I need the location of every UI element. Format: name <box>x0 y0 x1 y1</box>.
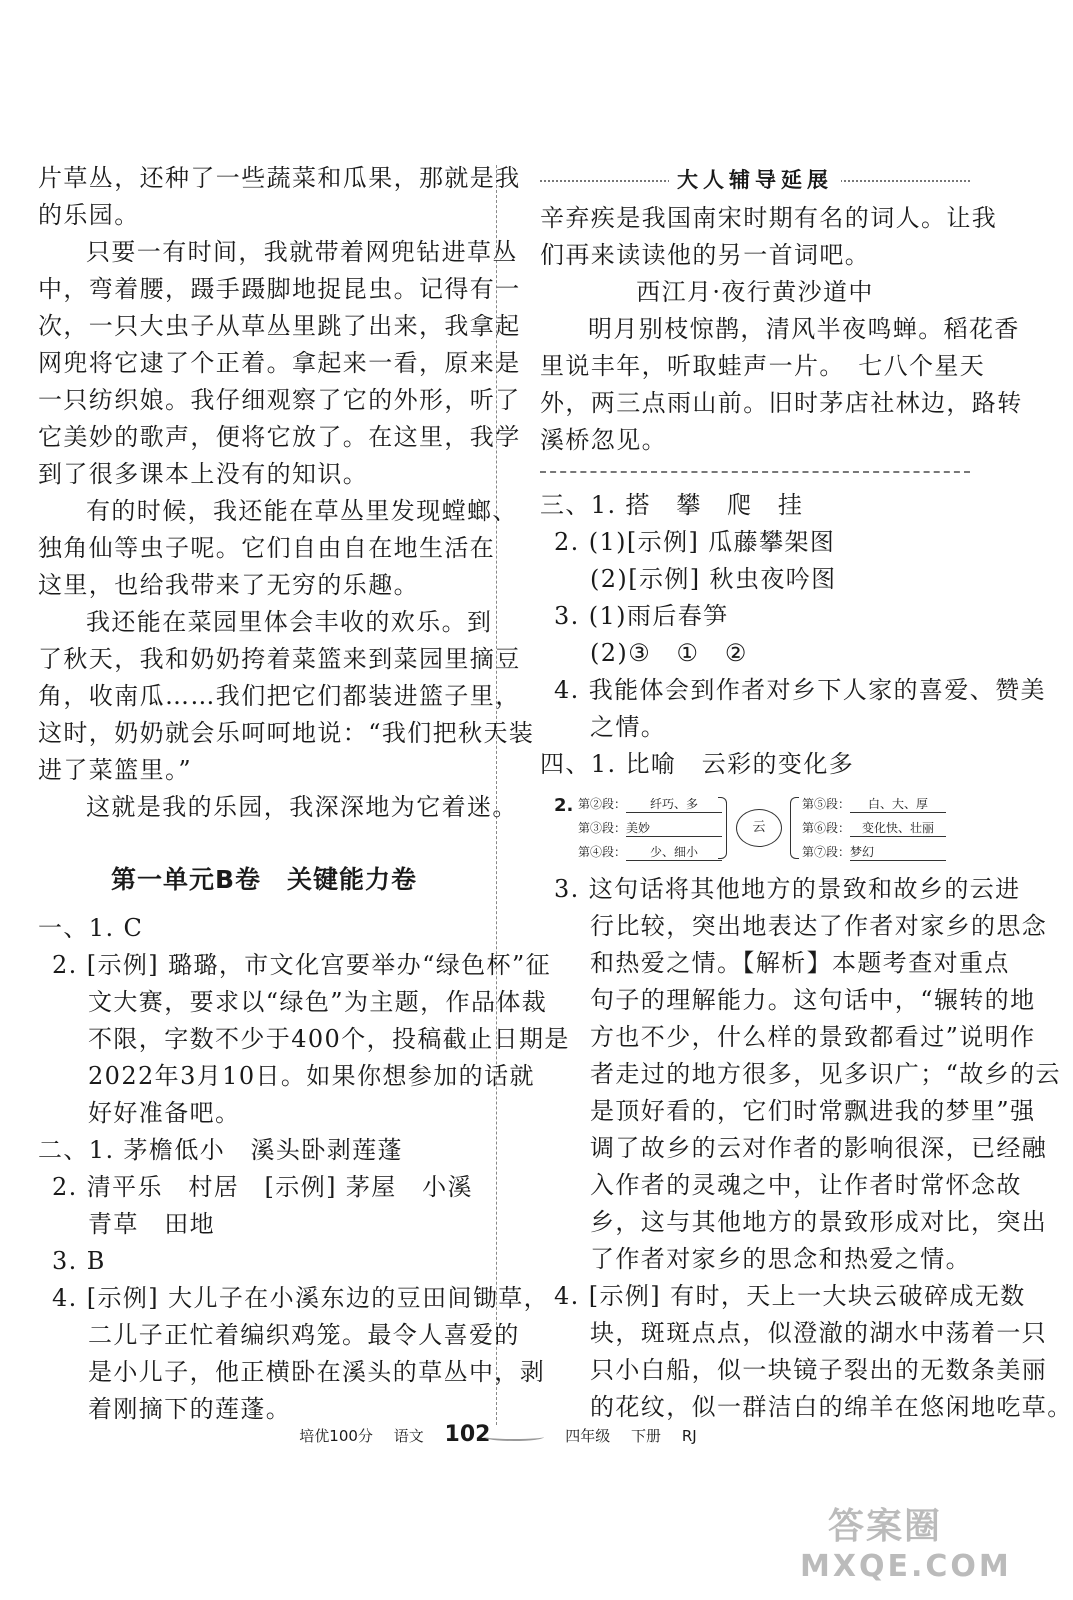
answer-s1-q1: 一、1. C <box>38 914 144 942</box>
left-column <box>38 160 570 1428</box>
answer-s4-q4: 的花纹，似一群洁白的绵羊在悠闲地吃草。 <box>590 1393 1073 1421</box>
essay-line: 的乐园。 <box>38 201 140 229</box>
answer-s1-q2: 2022年3月10日。如果你想参加的话就 <box>88 1062 535 1090</box>
essay-line: 了秋天，我和奶奶挎着菜篮来到菜园里摘豆 <box>38 645 521 673</box>
answer-s3-q2: 2. (1)[示例] 瓜藤攀架图 <box>554 528 836 556</box>
answer-s4-q3: 3. 这句话将其他地方的景致和故乡的云进 <box>554 875 1021 903</box>
answer-s2-q4: 着刚摘下的莲蓬。 <box>88 1395 292 1423</box>
diagram-left-row: 第③段：美妙 <box>578 819 722 837</box>
diagram-center: 云 <box>736 809 782 847</box>
dashed-separator <box>540 471 970 473</box>
answer-s2-q4: 二儿子正忙着编织鸡笼。最令人喜爱的 <box>88 1321 520 1349</box>
footer-edition: RJ <box>681 1427 697 1445</box>
page-footer <box>0 1422 996 1447</box>
answer-s2-q4: 是小儿子，他正横卧在溪头的草丛中，剥 <box>88 1358 546 1386</box>
answer-s1-q2: 不限，字数不少于400个，投稿截止日期是 <box>88 1025 570 1053</box>
poem-line: 明月别枝惊鹊，清风半夜鸣蝉。稻花香 <box>588 315 1020 343</box>
essay-line: 次，一只大虫子从草丛里跳了出来，我拿起 <box>38 312 521 340</box>
poem-title: 西江月·夜行黄沙道中 <box>636 278 874 306</box>
intro-line: 辛弃疾是我国南宋时期有名的词人。让我 <box>540 204 998 232</box>
diagram-number: 2. <box>554 795 574 816</box>
answer-s4-q3: 了作者对家乡的思念和热爱之情。 <box>590 1245 971 1273</box>
answer-s3-q4: 之情。 <box>590 713 667 741</box>
answer-s4-q3: 句子的理解能力。这句话中，“辗转的地 <box>590 986 1036 1014</box>
essay-line: 我还能在菜园里体会丰收的欢乐。到 <box>86 608 493 636</box>
right-brace <box>790 797 799 859</box>
cloud-diagram <box>540 789 970 867</box>
answer-s4-q3: 和热爱之情。【解析】本题考查对重点 <box>590 949 1010 977</box>
answer-s4-q3: 调了故乡的云对作者的影响很深，已经融 <box>590 1134 1048 1162</box>
banner-title: 大人辅导延展 <box>669 160 841 200</box>
answer-s1-q2: 文大赛，要求以“绿色”为主题，作品体裁 <box>88 988 548 1016</box>
watermark-logo: 答案圈 MXQE.COM <box>800 1506 1012 1584</box>
diagram-left-row: 第②段： 纤巧、多 <box>578 795 722 813</box>
answer-s4-q3: 行比较，突出地表达了作者对家乡的思念 <box>590 912 1048 940</box>
answer-s4-q4: 4. [示例] 有时，天上一大块云破碎成无数 <box>554 1282 1026 1310</box>
essay-line: 只要一有时间，我就带着网兜钻进草丛 <box>86 238 518 266</box>
answer-s3-q4: 4. 我能体会到作者对乡下人家的喜爱、赞美 <box>554 676 1046 704</box>
diagram-right-row: 第⑦段：梦幻 <box>802 843 946 861</box>
answer-s4-q3: 是顶好看的，它们时常飘进我的梦里”强 <box>590 1097 1036 1125</box>
essay-line: 这时，奶奶就会乐呵呵地说：“我们把秋天装 <box>38 719 535 747</box>
essay-line: 中，弯着腰，蹑手蹑脚地捉昆虫。记得有一 <box>38 275 521 303</box>
footer-book: 培优100分 <box>299 1427 373 1445</box>
answer-s2-q3: 3. B <box>52 1247 106 1275</box>
footer-grade: 四年级 <box>565 1427 611 1445</box>
answer-s2-q4: 4. [示例] 大儿子在小溪东边的豆田间锄草， <box>52 1284 550 1312</box>
section-title: 第一单元B卷 关键能力卷 <box>110 865 418 894</box>
swoosh-ornament <box>484 1433 544 1441</box>
answer-s2-q2: 青草 田地 <box>88 1210 215 1238</box>
answer-s4-q3: 方也不少，什么样的景致都看过”说明作 <box>590 1023 1036 1051</box>
answer-s1-q2: 2. [示例] 璐璐，市文化宫要举办“绿色杯”征 <box>52 951 552 979</box>
essay-line: 到了很多课本上没有的知识。 <box>38 460 369 488</box>
essay-line: 网兜将它逮了个正着。拿起来一看，原来是 <box>38 349 521 377</box>
answer-s1-q2: 好好准备吧。 <box>88 1099 241 1127</box>
answer-s3-q1: 三、1. 搭 攀 爬 挂 <box>540 491 804 519</box>
answer-s2-q1: 二、1. 茅檐低小 溪头卧剥莲蓬 <box>38 1136 403 1164</box>
answer-s2-q2: 2. 清平乐 村居 [示例] 茅屋 小溪 <box>52 1173 473 1201</box>
answer-s4-q3: 者走过的地方很多，见多识广；“故乡的云 <box>590 1060 1061 1088</box>
essay-line: 独角仙等虫子呢。它们自由自在地生活在 <box>38 534 496 562</box>
right-column <box>540 160 1073 1426</box>
essay-line: 这就是我的乐园，我深深地为它着迷。 <box>86 793 518 821</box>
diagram-right-row: 第⑤段： 白、大、厚 <box>802 795 946 813</box>
diagram-left-row: 第④段： 少、细小 <box>578 843 722 861</box>
essay-line: 进了菜篮里。” <box>38 756 193 784</box>
essay-line: 角，收南瓜……我们把它们都装进篮子里， <box>38 682 521 710</box>
footer-volume: 下册 <box>631 1427 662 1445</box>
essay-line: 有的时候，我还能在草丛里发现螳螂、 <box>86 497 518 525</box>
answer-s4-q1: 四、1. 比喻 云彩的变化多 <box>540 750 855 778</box>
answer-s3-q2: (2)[示例] 秋虫夜吟图 <box>590 565 837 593</box>
extension-banner <box>540 160 970 200</box>
answer-s3-q3: (2)③ ① ② <box>590 639 748 667</box>
poem-line: 外，两三点雨山前。旧时茅店社林边，路转 <box>540 389 1023 417</box>
essay-line: 这里，也给我带来了无穷的乐趣。 <box>38 571 419 599</box>
left-brace <box>718 797 727 859</box>
footer-subject: 语文 <box>393 1427 424 1445</box>
answer-s4-q3: 乡，这与其他地方的景致形成对比，突出 <box>590 1208 1048 1236</box>
intro-line: 们再来读读他的另一首词吧。 <box>540 241 871 269</box>
answer-s3-q3: 3. (1)雨后春笋 <box>554 602 729 630</box>
answer-s4-q3: 入作者的灵魂之中，让作者时常怀念故 <box>590 1171 1022 1199</box>
essay-line: 一只纺织娘。我仔细观察了它的外形，听了 <box>38 386 521 414</box>
essay-line: 片草丛，还种了一些蔬菜和瓜果，那就是我 <box>38 164 521 192</box>
essay-line: 它美妙的歌声，便将它放了。在这里，我学 <box>38 423 521 451</box>
page-number: 102 <box>444 1422 491 1447</box>
answer-s4-q4: 块，斑斑点点，似澄澈的湖水中荡着一只 <box>590 1319 1048 1347</box>
diagram-right-row: 第⑥段： 变化快、壮丽 <box>802 819 946 837</box>
poem-line: 里说丰年，听取蛙声一片。 七八个星天 <box>540 352 986 380</box>
poem-line: 溪桥忽见。 <box>540 426 667 454</box>
answer-s4-q4: 只小白船，似一块镜子裂出的无数条美丽 <box>590 1356 1048 1384</box>
